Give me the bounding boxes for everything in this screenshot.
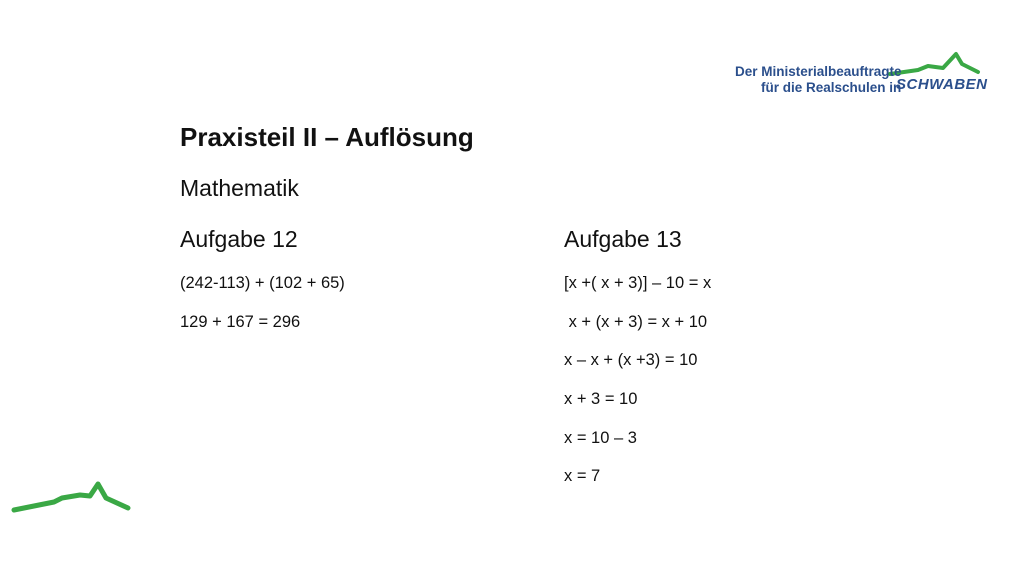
task-12-step: 129 + 167 = 296 [180, 313, 301, 331]
task-13-step: x – x + (x +3) = 10 [564, 351, 698, 369]
task-13-heading: Aufgabe 13 [564, 226, 682, 252]
mountain-decoration-icon [10, 478, 140, 518]
logo-region-word: SCHWABEN [896, 76, 988, 93]
task-13-step: [x +( x + 3)] – 10 = x [564, 274, 712, 292]
logo-line-2: für die Realschulen in [761, 80, 902, 95]
logo-line-1: Der Ministerialbeauftragte [735, 64, 902, 79]
task-13-step: x + (x + 3) = x + 10 [564, 313, 708, 331]
ministry-logo [730, 46, 990, 102]
task-13-step: x = 7 [564, 467, 601, 485]
task-12-step: (242-113) + (102 + 65) [180, 274, 345, 292]
task-12-heading: Aufgabe 12 [180, 226, 298, 252]
slide-subject: Mathematik [180, 175, 299, 201]
slide-title: Praxisteil II – Auflösung [180, 122, 474, 152]
task-13-step: x + 3 = 10 [564, 390, 638, 408]
task-13-step: x = 10 – 3 [564, 429, 637, 447]
